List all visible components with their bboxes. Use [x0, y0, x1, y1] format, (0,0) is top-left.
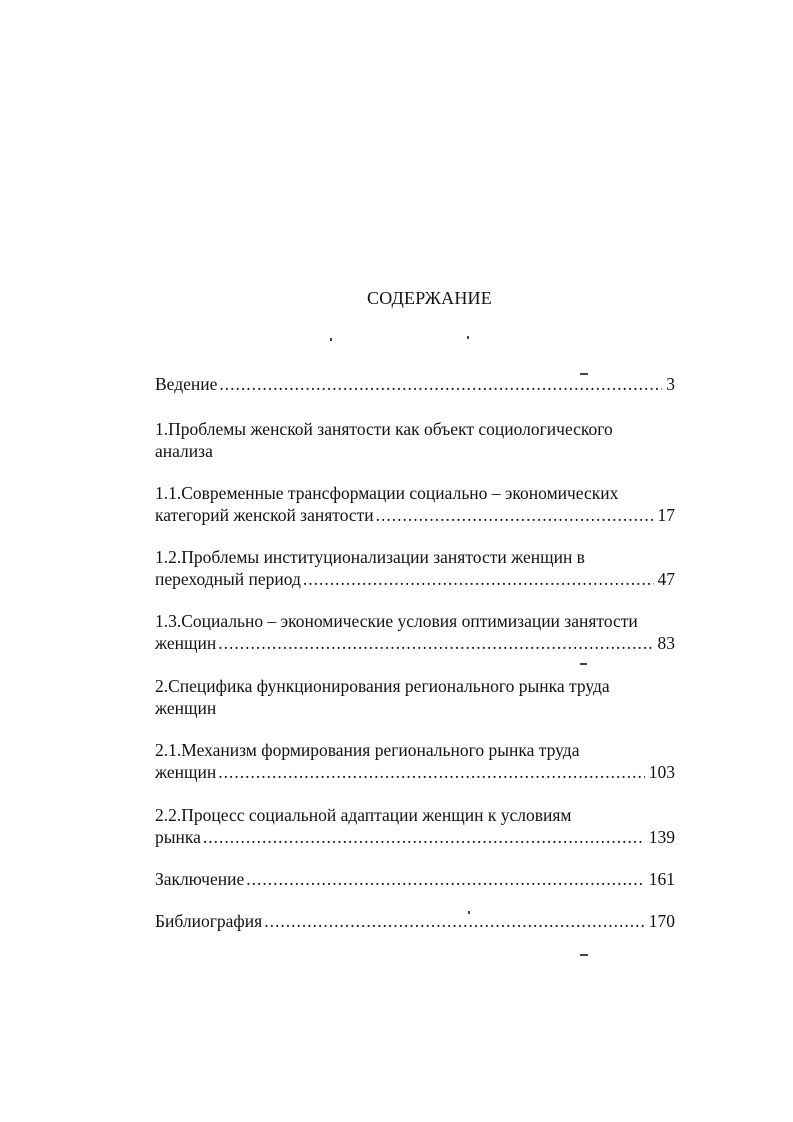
toc-line — [155, 868, 675, 890]
toc-line — [155, 910, 675, 932]
toc-line — [155, 697, 675, 719]
toc-entry-text: 2.1.Механизм формирования регионального рынка труда — [155, 740, 580, 760]
toc-line — [155, 373, 675, 395]
toc-entry-bibliography — [155, 910, 675, 932]
toc-line — [155, 504, 675, 526]
toc-entry-text: женщин — [155, 633, 217, 653]
dot-leader — [203, 826, 645, 848]
toc-entry-text: 2.Специфика функционирования регионального рынка труда — [155, 676, 610, 696]
toc-entry-text: Заключение — [155, 869, 245, 889]
toc-line — [155, 418, 675, 440]
toc-page-number: 3 — [666, 374, 675, 394]
toc-line — [155, 482, 675, 504]
toc-entry-text: категорий женской занятости — [155, 505, 374, 525]
toc-line — [155, 546, 675, 568]
toc-entry-text: Ведение — [155, 374, 218, 394]
toc-page-number: 170 — [648, 911, 675, 931]
toc-entry-text: 2.2.Процесс социальной адаптации женщин к условиям — [155, 805, 572, 825]
toc-page-number: 103 — [648, 762, 675, 782]
toc-entry-text: женщин — [155, 698, 217, 718]
toc-entry-introduction — [155, 373, 675, 395]
scan-speck — [468, 911, 470, 914]
toc-line — [155, 804, 675, 826]
dot-leader — [218, 761, 645, 783]
toc-entry-section-2-1 — [155, 739, 675, 783]
toc-page-number: 47 — [657, 569, 675, 589]
toc-line — [155, 739, 675, 761]
scan-speck — [467, 336, 469, 339]
toc-line — [155, 761, 675, 783]
toc-entry-text: 1.2.Проблемы институционализации занятости женщин в — [155, 547, 585, 567]
dot-leader — [303, 568, 654, 590]
toc-entry-text: 1.Проблемы женской занятости как объект социологического — [155, 419, 613, 439]
toc-entry-conclusion — [155, 868, 675, 890]
toc-entry-section-2-2 — [155, 804, 675, 848]
toc-page-number: 161 — [648, 869, 675, 889]
toc-line — [155, 440, 675, 462]
toc-entry-text: Библиография — [155, 911, 263, 931]
toc-entry-text: 1.3.Социально – экономические условия оптимизации занятости — [155, 611, 638, 631]
toc-entry-text: анализа — [155, 441, 213, 461]
toc-entry-text: женщин — [155, 762, 217, 782]
toc-page-number: 139 — [648, 827, 675, 847]
toc-line — [155, 632, 675, 654]
scan-speck — [580, 663, 587, 665]
dot-leader — [376, 504, 654, 526]
toc-entry-text: переходный период — [155, 569, 301, 589]
toc-page-number: 83 — [657, 633, 675, 653]
scan-speck — [330, 338, 332, 341]
scan-speck — [580, 954, 588, 956]
toc-line — [155, 675, 675, 697]
toc-entry-text: рынка — [155, 827, 201, 847]
scan-speck — [580, 373, 588, 375]
dot-leader — [219, 373, 662, 395]
toc-line — [155, 568, 675, 590]
toc-entry-section-1-3 — [155, 610, 675, 654]
toc-entry-text: 1.1.Современные трансформации социально – экономических — [155, 483, 619, 503]
toc-line — [155, 610, 675, 632]
dot-leader — [246, 868, 645, 890]
dot-leader — [218, 632, 653, 654]
toc-entry-chapter-1 — [155, 418, 675, 462]
toc-entry-chapter-2 — [155, 675, 675, 719]
toc-entry-section-1-1 — [155, 482, 675, 526]
toc-line — [155, 826, 675, 848]
dot-leader — [264, 910, 645, 932]
page-title: СОДЕРЖАНИЕ — [367, 288, 492, 308]
toc-entry-section-1-2 — [155, 546, 675, 590]
toc-page-number: 17 — [657, 505, 675, 525]
